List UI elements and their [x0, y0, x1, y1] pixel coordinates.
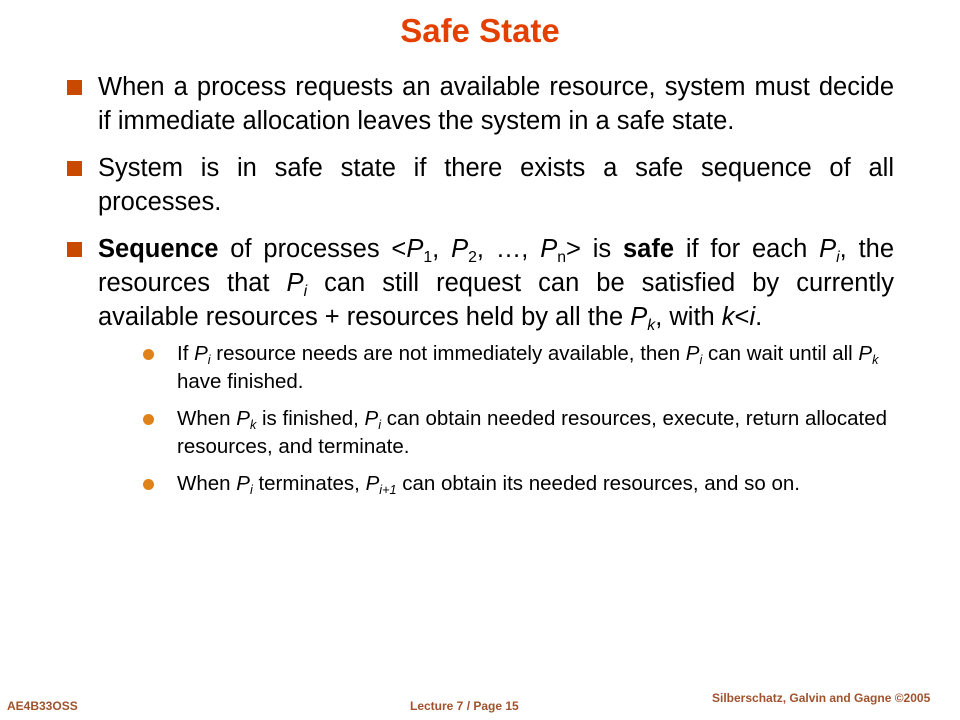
sub-bullet-wait: [98, 340, 894, 396]
sub-bullet-next-process: [98, 470, 894, 498]
bullet-text: When a process requests an available resource, system must decide if immediate allocation leaves the system in a safe state.: [98, 73, 894, 135]
sub-bullet-text: If $P_i$ resource needs are not immediately available, then $P_i$ can wait until all $P_k$ have finished.: [177, 342, 879, 393]
slide-content: [64, 70, 894, 511]
footer-course-code: AE4B33OSS: [7, 699, 78, 713]
square-bullet-icon: [67, 161, 82, 176]
bullet-text: System is in safe state if there exists a safe sequence of all processes.: [98, 154, 894, 216]
bullet-safe-sequence: [64, 232, 894, 498]
round-bullet-icon: [143, 479, 154, 490]
bullet-allocation-decision: [64, 70, 894, 138]
bullet-safe-state-definition: [64, 151, 894, 219]
term-safe: safe: [622, 235, 675, 263]
square-bullet-icon: [67, 242, 82, 257]
square-bullet-icon: [67, 80, 82, 95]
sub-bullet-list: [98, 340, 894, 498]
sub-bullet-text: When $P_k$ is finished, $P_i$ can obtain needed resources, execute, return allocated resources, and terminate.: [177, 407, 888, 458]
footer-page-number: Lecture 7 / Page 15: [410, 699, 519, 713]
bullet-text: Sequence of processes $<P_1$, $P_2$, …, $P_n>$ is safe if for each $P_i$, the resources that $P_i$ can still request can be satisfied by currently available resources + resources held by all the $P_k$, with k<i.: [98, 235, 895, 334]
footer-copyright: Silberschatz, Galvin and Gagne ©2005: [712, 691, 931, 705]
round-bullet-icon: [143, 414, 154, 425]
slide-title: Safe State: [400, 12, 560, 49]
sub-bullet-obtain-resources: [98, 405, 894, 461]
round-bullet-icon: [143, 349, 154, 360]
sub-bullet-text: When $P_i$ terminates, $P_{i+1}$ can obtain its needed resources, and so on.: [177, 472, 800, 497]
term-sequence: Sequence: [98, 235, 219, 263]
